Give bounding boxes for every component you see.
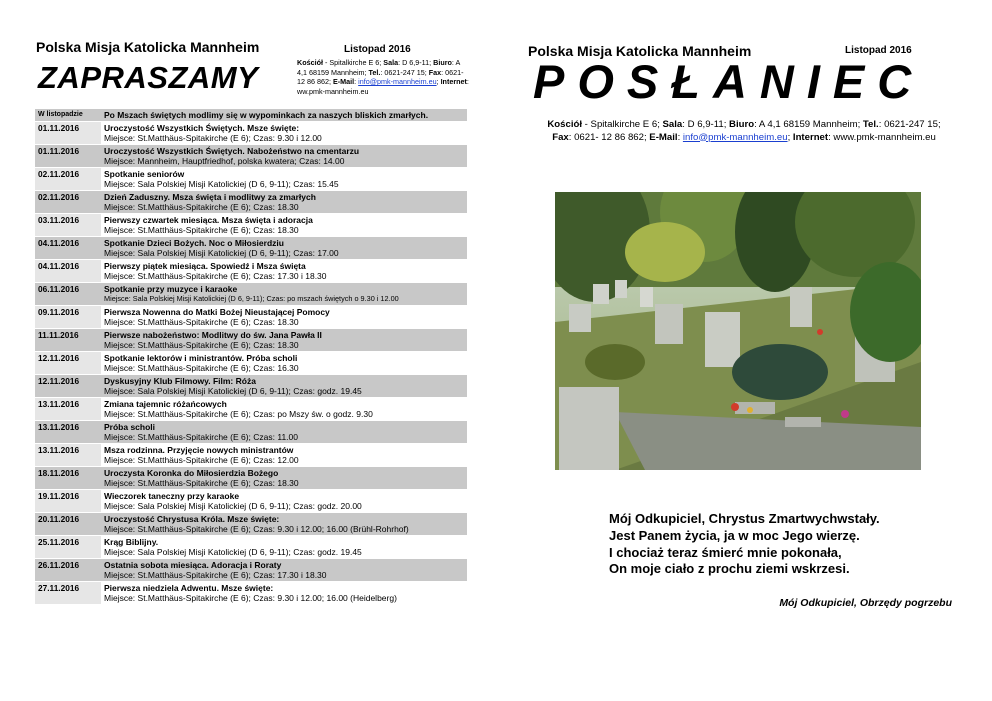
event-details (101, 398, 467, 421)
event-date: 09.11.2016 (35, 306, 101, 329)
event-date: 12.11.2016 (35, 352, 101, 375)
event-row (35, 329, 467, 352)
event-place: Miejsce: St.Matthäus-Spitakirche (E 6); Czas: 9.30 i 12.00 (104, 133, 322, 143)
event-place: Miejsce: Sala Polskiej Misji Katolickiej (D 6, 9-11); Czas: 15.45 (104, 179, 339, 189)
event-details (101, 145, 467, 168)
event-row (35, 145, 467, 168)
event-row (35, 467, 467, 490)
event-row (35, 513, 467, 536)
event-title: Krąg Biblijny. (104, 537, 159, 547)
event-title: Pierwszy piątek miesiąca. Spowiedź i Msza święta (104, 261, 306, 271)
event-place: Miejsce: Sala Polskiej Misji Katolickiej (D 6, 9-11); Czas: po mszach świętych o 9.30 i 12.00 (104, 294, 399, 303)
event-title: Ostatnia sobota miesiąca. Adoracja i Roraty (104, 560, 282, 570)
event-title: Pierwsza Nowenna do Matki Bożej Nieustającej Pomocy (104, 307, 330, 317)
poem-line: Jest Panem życia, ja w moc Jego wierzę. (609, 527, 860, 543)
event-row (35, 444, 467, 467)
event-place: Miejsce: St.Matthäus-Spitakirche (E 6); Czas: 18.30 (104, 225, 299, 235)
event-row (35, 109, 467, 122)
event-title: Dyskusyjny Klub Filmowy. Film: Róża (104, 376, 256, 386)
event-row (35, 260, 467, 283)
event-date: 19.11.2016 (35, 490, 101, 513)
event-title: Pierwsze nabożeństwo: Modlitwy do św. Jana Pawła II (104, 330, 322, 340)
event-details (101, 329, 467, 352)
event-date: 13.11.2016 (35, 444, 101, 467)
event-details (101, 191, 467, 214)
event-details (101, 467, 467, 490)
poem-line: I chociaż teraz śmierć mnie pokonała, (609, 544, 842, 560)
event-details (101, 375, 467, 398)
event-row (35, 375, 467, 398)
event-details (101, 214, 467, 237)
event-title: Spotkanie przy muzyce i karaoke (104, 284, 238, 294)
event-title: Msza rodzinna. Przyjęcie nowych ministrantów (104, 445, 294, 455)
org-name-right: Polska Misja Katolicka Mannheim (528, 43, 752, 59)
contact-block: Kościół - Spitalkirche E 6; Sala: D 6,9-11; Biuro: A 4,1 68159 Mannheim; Tel.: 0621-247 15; Fax: 0621- 12 86 862; E-Mail: info@pmk-mannheim.eu; Internet: ww.pmk-mannheim.eu (297, 58, 469, 96)
event-date: 27.11.2016 (35, 582, 101, 605)
event-date: 01.11.2016 (35, 122, 101, 145)
event-details (101, 559, 467, 582)
event-place: Miejsce: St.Matthäus-Spitakirche (E 6); Czas: 17.30 i 18.30 (104, 271, 327, 281)
event-row (35, 237, 467, 260)
event-row (35, 582, 467, 605)
event-details (101, 444, 467, 467)
event-date: W listopadzie (35, 109, 101, 122)
event-title: Uroczystość Wszystkich Świętych. Msze święte: (104, 123, 300, 133)
issue-month-right: Listopad 2016 (845, 45, 912, 56)
event-date: 20.11.2016 (35, 513, 101, 536)
poem-source: Mój Odkupiciel, Obrzędy pogrzebu (779, 597, 952, 609)
page-title: ZAPRASZAMY (38, 60, 259, 95)
event-title: Uroczystość Wszystkich Świętych. Nabożeństwo na cmentarzu (104, 146, 360, 156)
event-place: Miejsce: St.Matthäus-Spitakirche (E 6); Czas: 11.00 (104, 432, 299, 442)
event-row (35, 421, 467, 444)
issue-month: Listopad 2016 (344, 44, 411, 55)
event-title: Uroczysta Koronka do Miłosierdzia Bożego (104, 468, 279, 478)
event-row (35, 490, 467, 513)
event-title: Po Mszach świętych modlimy się w wypominkach za naszych bliskich zmarłych. (104, 110, 429, 120)
event-place: Miejsce: St.Matthäus-Spitakirche (E 6); Czas: 18.30 (104, 340, 299, 350)
event-row (35, 352, 467, 375)
event-place: Miejsce: St.Matthäus-Spitakirche (E 6); Czas: po Mszy św. o godz. 9.30 (104, 409, 373, 419)
event-date: 06.11.2016 (35, 283, 101, 306)
events-table (35, 108, 467, 604)
event-place: Miejsce: Sala Polskiej Misji Katolickiej (D 6, 9-11); Czas: godz. 19.45 (104, 386, 362, 396)
event-row (35, 122, 467, 145)
event-row (35, 283, 467, 306)
poem-line: On moje ciało z prochu ziemi wskrzesi. (609, 561, 850, 577)
event-place: Miejsce: St.Matthäus-Spitakirche (E 6); Czas: 18.30 (104, 317, 299, 327)
event-date: 04.11.2016 (35, 260, 101, 283)
event-title: Dzień Zaduszny. Msza święta i modlitwy za zmarłych (104, 192, 316, 202)
event-place: Miejsce: St.Matthäus-Spitakirche (E 6); Czas: 16.30 (104, 363, 299, 373)
event-date: 13.11.2016 (35, 421, 101, 444)
event-date: 02.11.2016 (35, 168, 101, 191)
event-details (101, 421, 467, 444)
event-details (101, 260, 467, 283)
event-date: 13.11.2016 (35, 398, 101, 421)
event-title: Pierwsza niedziela Adwentu. Msze święte: (104, 583, 274, 593)
event-row (35, 536, 467, 559)
event-title: Uroczystość Chrystusa Króla. Msze święte: (104, 514, 280, 524)
event-date: 02.11.2016 (35, 191, 101, 214)
event-details (101, 536, 467, 559)
event-details (101, 306, 467, 329)
event-details (101, 283, 467, 306)
event-place: Miejsce: St.Matthäus-Spitakirche (E 6); Czas: 17.30 i 18.30 (104, 570, 327, 580)
event-row (35, 398, 467, 421)
event-details (101, 490, 467, 513)
event-place: Miejsce: St.Matthäus-Spitakirche (E 6); Czas: 18.30 (104, 478, 299, 488)
event-details (101, 237, 467, 260)
event-date: 18.11.2016 (35, 467, 101, 490)
event-date: 25.11.2016 (35, 536, 101, 559)
event-place: Miejsce: St.Matthäus-Spitakirche (E 6); Czas: 18.30 (104, 202, 299, 212)
event-row (35, 168, 467, 191)
event-place: Miejsce: St.Matthäus-Spitakirche (E 6); Czas: 12.00 (104, 455, 299, 465)
event-date: 11.11.2016 (35, 329, 101, 352)
newsletter-title: POSŁANIEC (533, 55, 925, 108)
event-date: 01.11.2016 (35, 145, 101, 168)
org-name: Polska Misja Katolicka Mannheim (36, 39, 260, 55)
event-title: Spotkanie Dzieci Bożych. Noc o Miłosierdziu (104, 238, 284, 248)
event-title: Wieczorek taneczny przy karaoke (104, 491, 240, 501)
event-date: 04.11.2016 (35, 237, 101, 260)
event-row (35, 214, 467, 237)
event-place: Miejsce: St.Matthäus-Spitakirche (E 6); Czas: 9.30 i 12.00; 16.00 (Brühl-Rohrhof) (104, 524, 409, 534)
event-row (35, 191, 467, 214)
event-details (101, 352, 467, 375)
event-place: Miejsce: Sala Polskiej Misji Katolickiej (D 6, 9-11); Czas: godz. 19.45 (104, 547, 362, 557)
event-details (101, 513, 467, 536)
event-row (35, 306, 467, 329)
contact-block-right: Kościół - Spitalkirche E 6; Sala: D 6,9-11; Biuro: A 4,1 68159 Mannheim; Tel.: 0621-247 15; Fax: 0621- 12 86 862; E-Mail: info@pmk-mannheim.eu; Internet: www.pmk-mannheim.eu (547, 119, 941, 143)
event-place: Miejsce: Sala Polskiej Misji Katolickiej (D 6, 9-11); Czas: 17.00 (104, 248, 339, 258)
event-details (101, 168, 467, 191)
event-date: 26.11.2016 (35, 559, 101, 582)
event-place: Miejsce: St.Matthäus-Spitakirche (E 6); Czas: 9.30 i 12.00; 16.00 (Heidelberg) (104, 593, 397, 603)
event-title: Próba scholi (104, 422, 156, 432)
right-page (496, 0, 992, 701)
event-place: Miejsce: Sala Polskiej Misji Katolickiej (D 6, 9-11); Czas: godz. 20.00 (104, 501, 362, 511)
event-date: 12.11.2016 (35, 375, 101, 398)
poem-line: Mój Odkupiciel, Chrystus Zmartwychwstały. (609, 511, 880, 526)
event-details (101, 582, 467, 605)
poem (609, 511, 880, 578)
event-date: 03.11.2016 (35, 214, 101, 237)
event-title: Zmiana tajemnic różańcowych (104, 399, 227, 409)
event-details (101, 122, 467, 145)
email-link-right[interactable]: info@pmk-mannheim.eu (682, 131, 788, 143)
cemetery-photo (555, 192, 921, 470)
event-title: Spotkanie lektorów i ministrantów. Próba scholi (104, 353, 298, 363)
email-link[interactable]: info@pmk-mannheim.eu (358, 77, 437, 87)
event-title: Pierwszy czwartek miesiąca. Msza święta i adoracja (104, 215, 313, 225)
event-title: Spotkanie seniorów (104, 169, 185, 179)
event-place: Miejsce: Mannheim, Hauptfriedhof, polska kwatera; Czas: 14.00 (104, 156, 345, 166)
event-row (35, 559, 467, 582)
event-details (101, 109, 467, 122)
